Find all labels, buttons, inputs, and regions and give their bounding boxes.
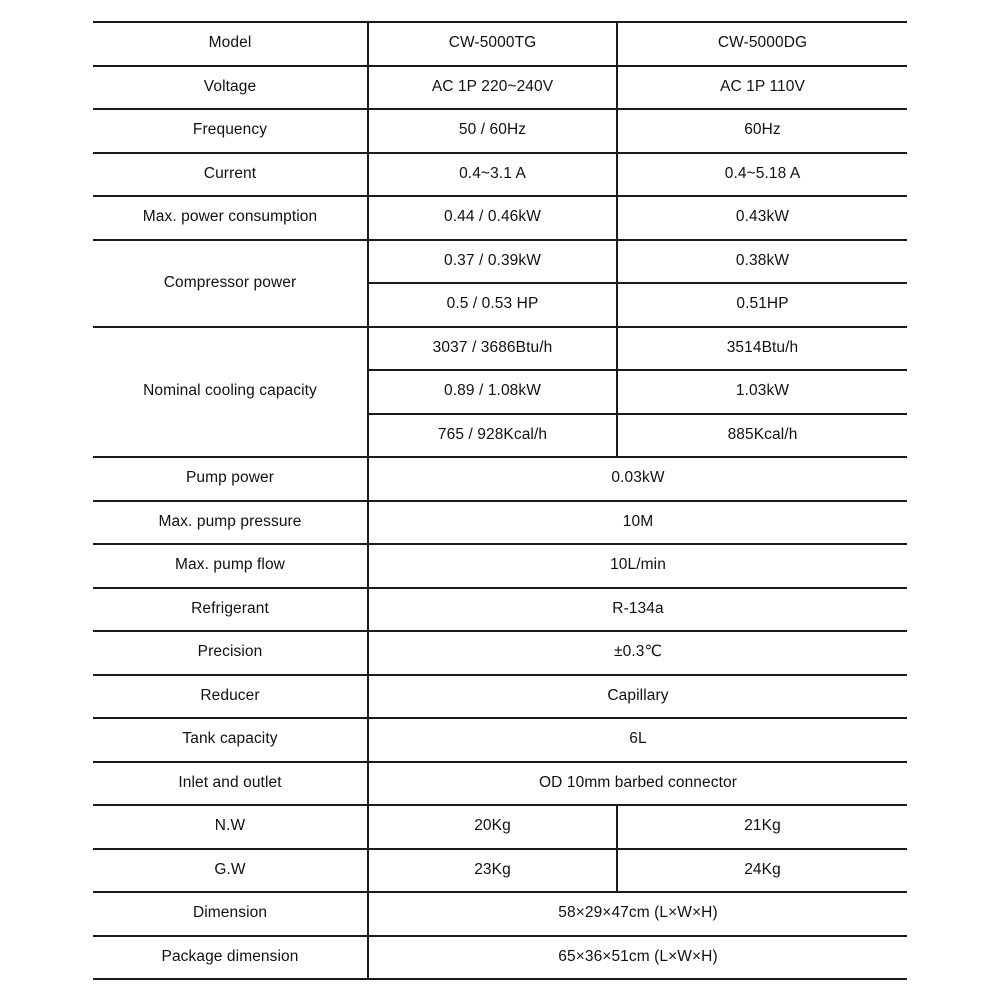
cell-value: AC 1P 220~240V <box>368 66 617 110</box>
row-label: Dimension <box>93 892 368 936</box>
cell-value: 65×36×51cm (L×W×H) <box>368 936 907 980</box>
cell-value: 0.4~3.1 A <box>368 153 617 197</box>
cell-value: 0.03kW <box>368 457 907 501</box>
cell-value: 6L <box>368 718 907 762</box>
cell-value: 10L/min <box>368 544 907 588</box>
table-row-package-dimension <box>93 936 907 980</box>
table-row-current <box>93 153 907 197</box>
row-label: G.W <box>93 849 368 893</box>
table-row-refrigerant <box>93 588 907 632</box>
cell-value: 1.03kW <box>617 370 907 414</box>
row-label: Pump power <box>93 457 368 501</box>
cell-value: 20Kg <box>368 805 617 849</box>
row-label: Nominal cooling capacity <box>93 327 368 458</box>
table-row-nominal-cooling-capacity <box>93 327 907 371</box>
row-label: Voltage <box>93 66 368 110</box>
row-label: Max. pump pressure <box>93 501 368 545</box>
table-row-reducer <box>93 675 907 719</box>
table-row-compressor-power <box>93 240 907 284</box>
row-label: Refrigerant <box>93 588 368 632</box>
cell-value: 885Kcal/h <box>617 414 907 458</box>
cell-value: 58×29×47cm (L×W×H) <box>368 892 907 936</box>
table-row-dimension <box>93 892 907 936</box>
table-row-max-power-consumption <box>93 196 907 240</box>
table-row-voltage <box>93 66 907 110</box>
cell-value: 10M <box>368 501 907 545</box>
row-label: Model <box>93 22 368 66</box>
row-label: Current <box>93 153 368 197</box>
row-label: Compressor power <box>93 240 368 327</box>
cell-value: 0.51HP <box>617 283 907 327</box>
row-label: Reducer <box>93 675 368 719</box>
cell-value: CW-5000DG <box>617 22 907 66</box>
table-row-max-pump-pressure <box>93 501 907 545</box>
table-row-net-weight <box>93 805 907 849</box>
row-label: Frequency <box>93 109 368 153</box>
cell-value: 0.43kW <box>617 196 907 240</box>
row-label: Tank capacity <box>93 718 368 762</box>
spec-table <box>93 21 907 980</box>
cell-value: AC 1P 110V <box>617 66 907 110</box>
row-label: Inlet and outlet <box>93 762 368 806</box>
cell-value: 3037 / 3686Btu/h <box>368 327 617 371</box>
table-row-gross-weight <box>93 849 907 893</box>
table-row-max-pump-flow <box>93 544 907 588</box>
cell-value: 23Kg <box>368 849 617 893</box>
cell-value: 0.4~5.18 A <box>617 153 907 197</box>
cell-value: 50 / 60Hz <box>368 109 617 153</box>
cell-value: CW-5000TG <box>368 22 617 66</box>
cell-value: Capillary <box>368 675 907 719</box>
cell-value: 0.89 / 1.08kW <box>368 370 617 414</box>
cell-value: 60Hz <box>617 109 907 153</box>
table-row-precision <box>93 631 907 675</box>
cell-value: 0.38kW <box>617 240 907 284</box>
row-label: Max. pump flow <box>93 544 368 588</box>
cell-value: 0.5 / 0.53 HP <box>368 283 617 327</box>
row-label: Precision <box>93 631 368 675</box>
cell-value: 24Kg <box>617 849 907 893</box>
row-label: Package dimension <box>93 936 368 980</box>
row-label: N.W <box>93 805 368 849</box>
table-row-inlet-and-outlet <box>93 762 907 806</box>
cell-value: 3514Btu/h <box>617 327 907 371</box>
cell-value: 765 / 928Kcal/h <box>368 414 617 458</box>
table-row-pump-power <box>93 457 907 501</box>
cell-value: R-134a <box>368 588 907 632</box>
cell-value: 0.37 / 0.39kW <box>368 240 617 284</box>
row-label: Max. power consumption <box>93 196 368 240</box>
cell-value: ±0.3℃ <box>368 631 907 675</box>
table-row-tank-capacity <box>93 718 907 762</box>
table-row-frequency <box>93 109 907 153</box>
cell-value: OD 10mm barbed connector <box>368 762 907 806</box>
table-row-model <box>93 22 907 66</box>
cell-value: 21Kg <box>617 805 907 849</box>
cell-value: 0.44 / 0.46kW <box>368 196 617 240</box>
